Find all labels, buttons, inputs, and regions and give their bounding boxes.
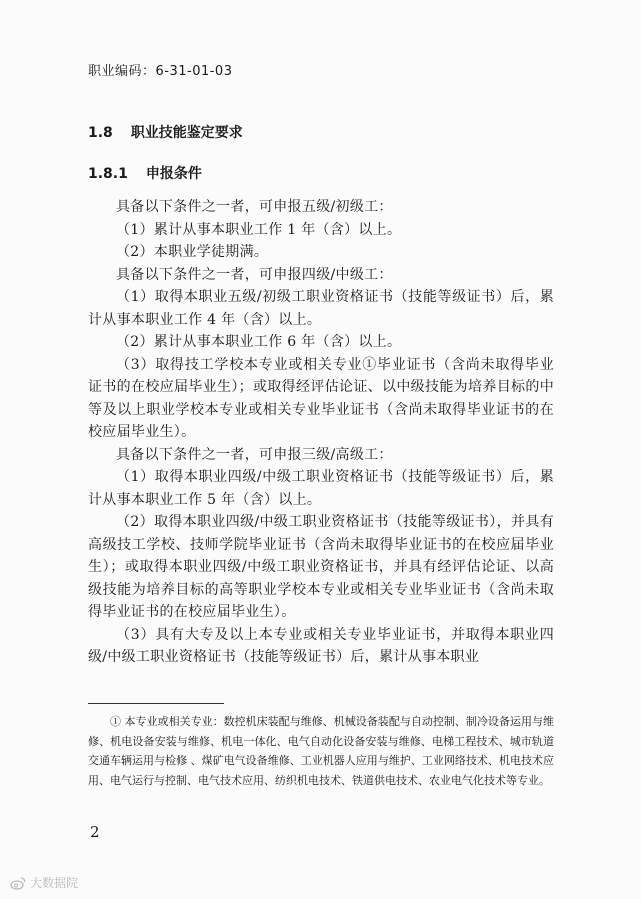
weibo-icon bbox=[10, 876, 26, 890]
footnote-text: ① 本专业或相关专业：数控机床装配与维修、机械设备装配与自动控制、制冷设备运用与维修、机电设备安装与维修、机电一体化、电气自动化设备安装与维修、电梯工程技术、城市轨道交通车辆运用与检修 、煤矿电气设备维修、工业机器人应用与维护、工业网络技术、机电技术应用、电气运行与控制、电气技术应用、纺织机电技术、铁道供电技术、农业电气化技术等专业。 bbox=[88, 715, 554, 787]
paragraph: （2）取得本职业四级/中级工职业资格证书（技能等级证书），并具有高级技工学校、技师学院毕业证书（含尚未取得毕业证书的在校应届毕业生）；或取得本职业四级/中级工职业资格证书，并具有经评估论证、以高级技能为培养目标的高等职业学校本专业或相关专业毕业证书（含尚未取得毕业证书的在校应届毕业生）。 bbox=[88, 514, 554, 620]
paragraph: （1）取得本职业四级/中级工职业资格证书（技能等级证书）后，累计从事本职业工作 5 年（含）以上。 bbox=[88, 469, 554, 508]
paragraph: （3）具有大专及以上本专业或相关专业毕业证书，并取得本职业四级/中级工职业资格证书（技能等级证书）后，累计从事本职业 bbox=[88, 626, 554, 665]
watermark bbox=[10, 874, 78, 891]
paragraph: 具备以下条件之一者，可申报五级/初级工： bbox=[116, 199, 393, 215]
section-number: 1.8 bbox=[88, 125, 113, 141]
occupation-code: 职业编码：6-31-01-03 bbox=[88, 64, 233, 79]
footnote bbox=[88, 712, 554, 790]
subsection-number: 1.8.1 bbox=[88, 166, 128, 182]
subsection-title: 申报条件 bbox=[145, 166, 202, 182]
paragraph: （3）取得技工学校本专业或相关专业①毕业证书（含尚未取得毕业证书的在校应届毕业生）；或取得经评估论证、以中级技能为培养目标的中等及以上职业学校本专业或相关专业毕业证书（含尚未取得毕业证书的在校应届毕业生）。 bbox=[88, 356, 554, 440]
paragraph: （1）累计从事本职业工作 1 年（含）以上。 bbox=[116, 221, 402, 238]
section-title: 职业技能鉴定要求 bbox=[130, 125, 243, 141]
paragraph: （2）本职业学徒期满。 bbox=[116, 244, 269, 260]
paragraph: （1）取得本职业五级/初级工职业资格证书（技能等级证书）后，累计从事本职业工作 4 年（含）以上。 bbox=[88, 289, 554, 328]
paragraph: 具备以下条件之一者，可申报三级/高级工： bbox=[116, 446, 393, 463]
page-number: 2 bbox=[90, 823, 100, 841]
footnote-divider bbox=[88, 703, 224, 704]
body-text bbox=[88, 196, 554, 669]
subsection-heading bbox=[88, 163, 202, 183]
paragraph: 具备以下条件之一者，可申报四级/中级工： bbox=[116, 266, 393, 283]
section-heading bbox=[88, 122, 243, 142]
watermark-text: 大数据院 bbox=[30, 876, 79, 890]
paragraph: （2）累计从事本职业工作 6 年（含）以上。 bbox=[116, 334, 402, 350]
